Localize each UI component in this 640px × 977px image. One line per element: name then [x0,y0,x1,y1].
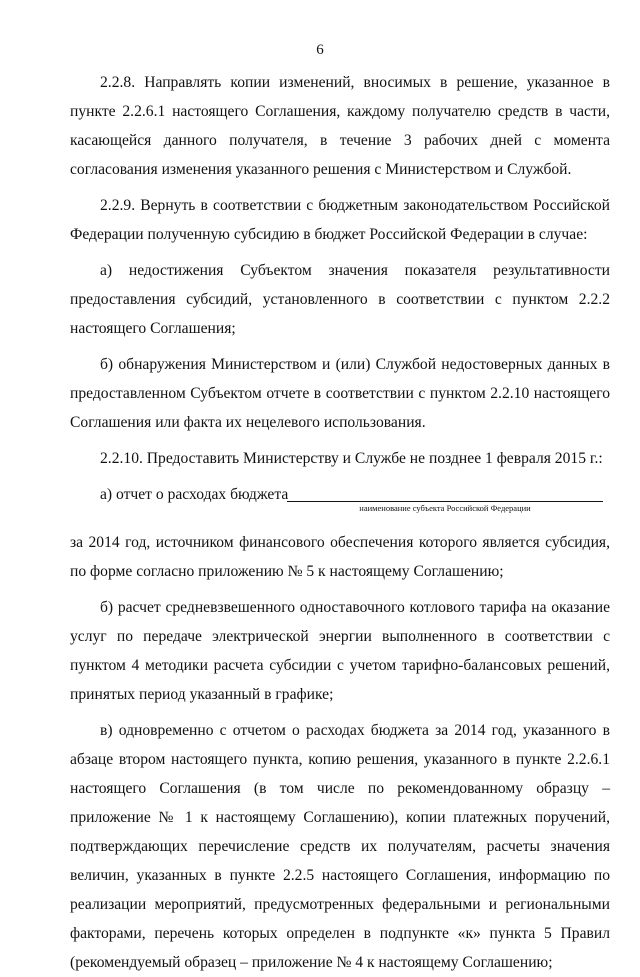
document-body [70,68,610,977]
clause-2-2-9-a: а) недостижения Субъектом значения показателя результативности предоставления субсидий, установленного в соответствии с пунктом 2.2.2 настоящего Соглашения; [70,262,610,337]
report-item-a [70,480,610,528]
clause-2-2-10: 2.2.10. Предоставить Министерству и Службе не позднее 1 февраля 2015 г.: [100,450,603,467]
page-number: 6 [316,42,324,58]
clause-2-2-9-b: б) обнаружения Министерством и (или) Службой недостоверных данных в предоставленном Субъектом отчете в соответствии с пунктом 2.2.10 настоящего Соглашения или факта их нецелевого использования. [70,356,610,431]
report-item-lead: а) отчет о расходах бюджета [100,486,289,503]
clause-2-2-8: 2.2.8. Направлять копии изменений, вносимых в решение, указанное в пункте 2.2.6.1 настоящего Соглашения, каждому получателю средств в части, касающейся данного получателя, в течение 3 рабочих дней с момента согласования изменения указанного решения с Министерством и Службой. [70,74,610,178]
clause-2-2-10-b: б) расчет средневзвешенного одноставочного котлового тарифа на оказание услуг по передаче электрической энергии выполненного в соответствии с пунктом 4 методики расчета субсидии с учетом тарифно-балансовых решений, принятых период указанный в графике; [70,599,610,703]
report-item-continuation: за 2014 год, источником финансового обеспечения которого является субсидия, по форме согласно приложению № 5 к настоящему Соглашению; [70,534,610,580]
clause-2-2-9: 2.2.9. Вернуть в соответствии с бюджетным законодательством Российской Федерации полученную субсидию в бюджет Российской Федерации в случае: [70,197,610,243]
blank-caption: наименование субъекта Российской Федерации [359,503,531,513]
clause-2-2-10-v: в) одновременно с отчетом о расходах бюджета за 2014 год, указанного в абзаце втором настоящего пункта, копию решения, указанного в пункте 2.2.6.1 настоящего Соглашения (в том числе по рекомендованному образцу – приложение № 1 к настоящему Соглашению), копии платежных поручений, подтверждающих перечисление средств их получателям, расчеты значения величин, указанных в пункте 2.2.5 настоящего Соглашения, информацию по реализации мероприятий, предусмотренных федеральными и региональными факторами, перечень которых определен в подпункте «к» пункта 5 Правил (рекомендуемый образец – приложение № 4 к настоящему Соглашению; [70,722,610,971]
fill-in-blank-line [287,501,603,502]
